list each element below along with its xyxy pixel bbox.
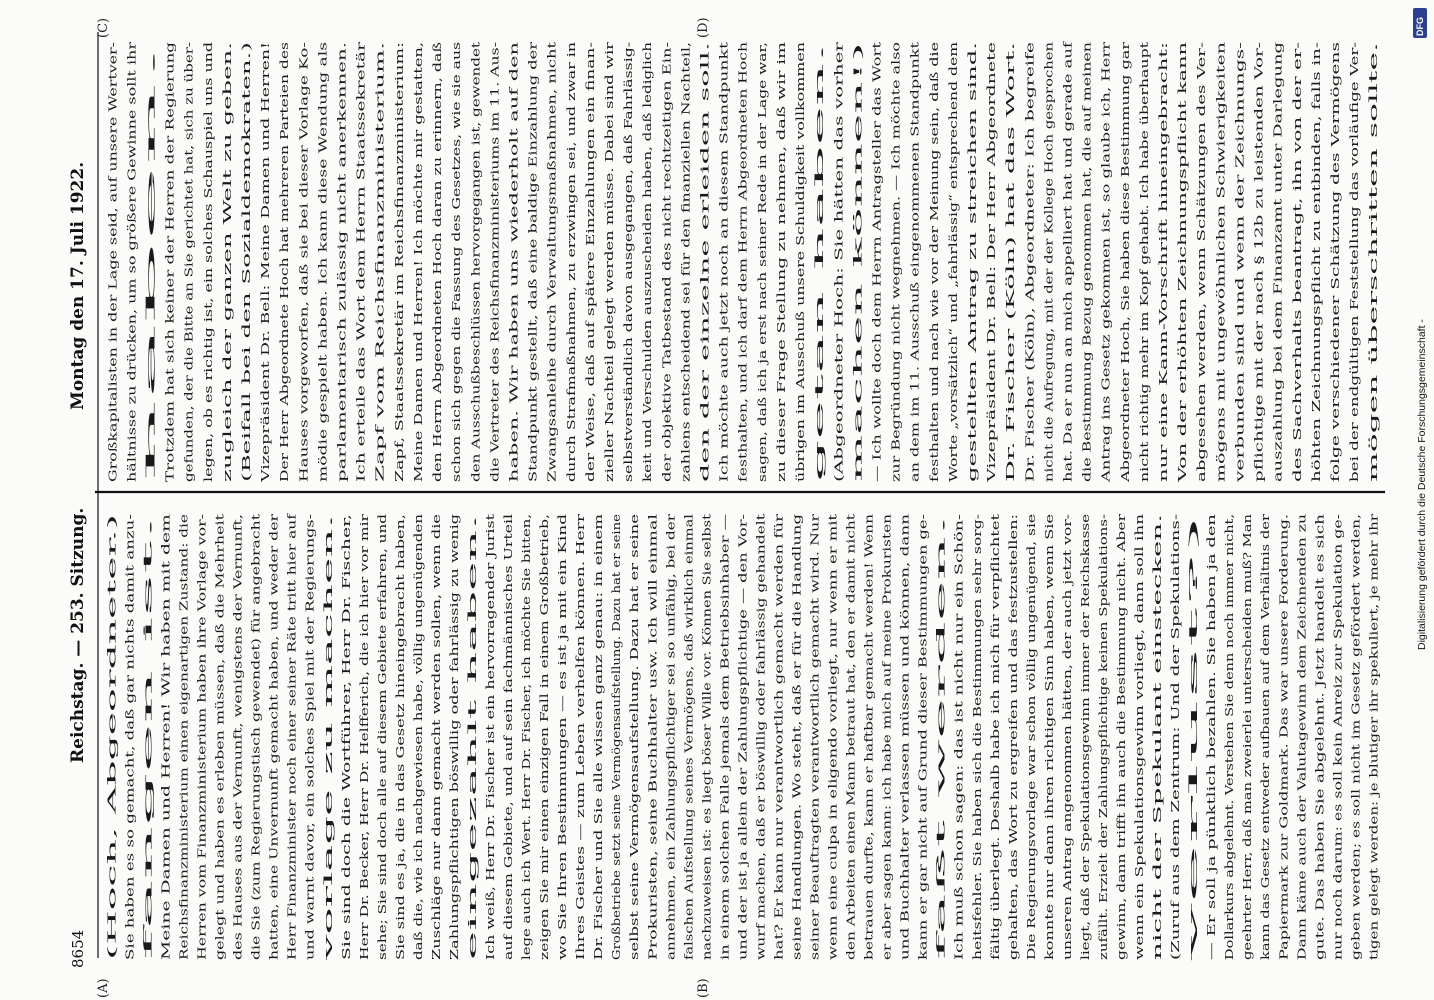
text-line: sehe; Sie sind doch alle auf diesem Gebiete erfahren, und — [374, 620, 389, 960]
text-line: mögen überschritten sollte. — [1366, 319, 1381, 482]
text-line: zeigen Sie mir einen einzigen Fall in einem Großbetrieb, — [537, 627, 552, 960]
text-line: annehmen, ein Zahlungspflichtiger sei so unfähig, bei der — [663, 619, 678, 960]
text-line: bei der endgültigen Feststellung das vorläufige Ver- — [1347, 176, 1362, 482]
text-line: den Ausschußbeschlüssen hervorgegangen ist, gewendet — [468, 144, 483, 482]
text-line: und der ist ja allein der Zahlungspflichtige — den Vor- — [735, 640, 750, 960]
text-line: fangen ist. — [140, 897, 155, 960]
text-line: daß die, wie ich nachgewiesen habe, völlig ungenügenden — [410, 616, 425, 960]
margin-letter-c: (C) — [96, 17, 111, 38]
text-line: Zahlungspflichtigen böswillig oder fahrlässig zu wenig — [446, 638, 461, 960]
text-line: pflichtige mit der nach § 12b zu leistenden Vor- — [1251, 203, 1266, 482]
text-line: Dr. Fischer (Köln), Abgeordneter: Ich begreife — [1022, 210, 1037, 482]
text-line: selbstverständlich davon ausgegangen, daß Fahrlässig- — [621, 155, 636, 482]
text-line: zu dieser Frage Stellung zu nehmen, daß wir im — [773, 198, 788, 482]
text-line: wurf machen, daß er böswillig oder fahrlässig gehandelt — [753, 626, 768, 960]
text-line: heitsfehler. Sie haben sich die Bestimmungen sehr sorg- — [969, 628, 984, 960]
credit-text: Digitalisierung gefördert durch die Deutsche Forschungsgemeinschaft - — [1416, 319, 1428, 650]
text-line: zahlens entscheidend sei für den finanziellen Nachteil, — [678, 159, 693, 482]
text-line: Herr Dr. Becker, Herr Dr. Helfferich, die ich hier vor mir — [356, 627, 371, 960]
text-line: Papiermark zur Goldmark. Das war unsere Forderung. — [1276, 638, 1291, 960]
digitization-credit — [1413, 8, 1428, 650]
text-line: Von der erhöhten Zeichnungspflicht kann — [1175, 237, 1190, 482]
text-line: wenn eine culpa in eligendo vorliegt, nur wenn er mit — [825, 643, 840, 960]
text-line: gute. Das haben Sie abgelehnt. Jetzt handelt es sich — [1312, 653, 1327, 960]
text-line: an dem im 11. Ausschuß eingenommenen Standpunkt — [907, 164, 922, 482]
text-line: Sie sind doch die Wortführer, Herr Dr. Fischer, — [338, 685, 353, 960]
text-line: der Weise, daß auf spätere Einzahlungen ein finan- — [582, 181, 597, 482]
text-line: Dann käme auch der Valutagewinn dem Zeichnenden zu — [1294, 628, 1309, 960]
text-line: verbunden sind und wenn der Zeichnungs- — [1232, 229, 1247, 482]
text-line: gestellten Antrag zu streichen sind. — [964, 271, 979, 482]
text-line: Herren vom Finanzministerium haben ihre Vorlage vor- — [194, 632, 209, 960]
text-line: tigen gelegt werden: je blutiger ihr spekuliert, je mehr ihr — [1366, 616, 1381, 960]
text-line: zieller Nachteil gelegt werden müsse. Dabei sind wir — [602, 169, 616, 482]
text-line: Zapf vom Reichsfinanzministerium. — [372, 273, 387, 482]
text-line: parlamentarisch zulässig nicht anerkennen. — [334, 223, 349, 482]
text-line: (Beifall bei den Sozialdemokraten.) — [239, 274, 254, 482]
text-line: und Buchhalter verlassen müssen und können, dann — [897, 651, 912, 960]
text-line: (Zuruf aus dem Zentrum: Und der Spekulations- — [1168, 675, 1183, 960]
text-line: den der einzelne erleiden soll. — [697, 304, 712, 482]
text-line: Sie sind es ja, die in das Gesetz hineingebracht haben, — [392, 638, 407, 960]
text-line: nicht der Spekulant einstecken. — [1150, 772, 1165, 960]
text-line: Zuschläge nur dann gemacht werden sollen, wenn die — [428, 641, 443, 960]
text-line: Dr. Fischer (Köln) hat das Wort. — [1003, 295, 1018, 482]
text-line: Herr Finanzminister noch einer seiner Räte tritt hier auf — [284, 625, 299, 960]
text-line: auszahlung bei dem Finanzamt unter Darlegung — [1270, 197, 1285, 482]
text-line: geehrter Herr, daß man zweierlei unterscheiden muß? Man — [1240, 608, 1255, 960]
text-line: konnte nur dann ihren richtigen Sinn haben, wenn Sie — [1041, 639, 1056, 960]
text-line: sagen, daß ich ja erst nach seiner Rede in der Lage war, — [754, 150, 769, 482]
text-line: festhalten, und ich darf dem Herrn Abgeordneten Hoch — [735, 154, 750, 482]
text-line: falschen Aufstellung seines Vermögens, daß wirklich einmal — [681, 606, 696, 960]
text-line: Abgeordneter Hoch, Sie haben diese Bestimmung gar — [1117, 164, 1132, 482]
text-line: Ich erteile das Wort dem Herrn Staatssekretär — [353, 207, 368, 482]
text-line: mögens mit ungewöhnlichen Schwierigkeiten — [1213, 213, 1228, 482]
text-line: Standpunkt gestellt, daß eine baldige Einzahlung der — [525, 167, 540, 482]
text-line: getan haben. — [812, 405, 827, 482]
text-line: hatten, eine Unvernunft gemacht haben, und weder der — [266, 630, 281, 960]
text-line: unseren Antrag angenommen hätten, der auch jetzt vor- — [1059, 628, 1074, 960]
text-line: des Sachverhalts beantragt, ihn von der er- — [1289, 225, 1304, 482]
text-line: — Er soll ja pünktlich bezahlen. Sie haben ja den — [1204, 671, 1219, 960]
text-line: Sie haben es so gemacht, daß gar nichts damit anzu- — [122, 648, 137, 960]
text-line: schon sich gegen die Fassung des Gesetzes, wie sie aus — [449, 154, 464, 482]
margin-letter-d: (D) — [696, 17, 711, 38]
text-line: (Hoch, Abgeordneter.) — [104, 828, 119, 960]
text-line: keit und Verschulden auszuscheiden haben, daß lediglich — [640, 144, 655, 482]
text-line: Dr. Fischer und Sie alle wissen ganz genau: in einem — [591, 648, 606, 960]
text-line: fältig überlegt. Deshalb habe ich mich für verpflichtet — [987, 642, 1002, 960]
text-line: in einem solchen Falle jemals dem Betriebsinhaber — — [717, 643, 732, 960]
text-line: nicht richtig mehr im Kopf gehabt. Ich habe überhaupt — [1136, 158, 1151, 482]
margin-letter-b: (B) — [696, 978, 711, 998]
text-line: Worte „vorsätzlich“ und „fahrlässig“ entsprechend dem — [945, 154, 960, 482]
text-line: zugleich der ganzen Welt zu geben. — [219, 272, 234, 482]
text-line: Die Regierungsvorlage war schon völlig ungenügend, sie — [1023, 624, 1038, 960]
text-line: der objektive Tatbestand des nicht rechtzeitigen Ein- — [659, 169, 674, 482]
text-line: übrigen im Ausschuß unsere Schuldigkeit vollkommen — [793, 160, 808, 482]
text-line: mödie gespielt haben. Ich kann diese Wendung als — [315, 183, 330, 482]
text-line: hältnisse zu drücken, um so größere Gewinne sollt ihr — [124, 162, 139, 482]
text-line: haben. — [143, 442, 158, 482]
text-line: geben werden; es soll nicht im Gesetz gefördert werden, — [1348, 625, 1363, 960]
text-line: Großbetriebe setzt seine Vermögensaufstellung. Dazu hat er seine — [609, 569, 624, 960]
text-line: nur eine Kann-Vorschrift hineingebracht: — [1156, 240, 1171, 482]
text-line: die Bestimmung Bezug genommen hat, die auf meinen — [1079, 160, 1094, 482]
text-line: gefunden, der die Bitte an Sie gerichtet hat, sich zu über- — [181, 142, 196, 482]
text-line: höhten Zeichnungspflicht zu entbinden, falls in- — [1308, 200, 1323, 482]
page-number: 8654 — [69, 929, 87, 968]
rotated-page — [68, 17, 1380, 998]
text-line: zufällt. Erzielt der Zahlungspflichtige keinen Spekulations- — [1095, 612, 1110, 960]
text-line: Meine Damen und Herren! Wir haben mit dem — [158, 684, 173, 960]
text-line: Ich weiß, Herr Dr. Fischer ist ein hervorragender Jurist — [483, 633, 498, 960]
text-line: hat. Da er nun an mich appelliert hat und gerade auf — [1060, 170, 1075, 482]
text-line: lege auch ich Wert. Herr Dr. Fischer, ich möchte Sie bitten, — [519, 610, 534, 960]
text-line: zur Begründung nicht wegnehmen. — Ich möchte also — [888, 162, 903, 482]
text-line: abgesehen werden, wenn Schätzungen des Ver- — [1194, 200, 1209, 482]
text-line: faßt werden. — [933, 884, 948, 960]
text-line: Ihres Geistes — zum Leben verhelfen können. Herr — [573, 657, 588, 960]
text-line: Antrag ins Gesetz gekommen ist, so glaube ich, Herr — [1098, 170, 1113, 482]
text-line: durch Strafmaßnahmen, zu erzwingen sei, und zwar in — [563, 158, 578, 482]
text-line: Reichsfinanzministerium einen eigenartigen Zustand: die — [176, 622, 191, 960]
text-line: liegt, daß der Spekulationsgewinn immer der Reichskasse — [1077, 617, 1092, 960]
text-line: gelegt und haben es erleben müssen, daß die Mehrheit — [212, 634, 227, 960]
text-line: gewinn, dann trifft ihn auch die Bestimmung nicht. Aber — [1114, 627, 1128, 960]
text-line: wo Sie Ihren Bestimmungen — es ist ja mit ein Kind — [555, 653, 570, 960]
text-line: Großkapitalisten in der Lage seid, auf unsere Wertver- — [105, 160, 120, 482]
text-line: nachzuweisen ist: es liegt böser Wille vor. Können Sie selbst — [699, 605, 714, 960]
text-line: kann er gar nicht auf Grund dieser Bestimmungen ge- — [915, 640, 930, 960]
text-line: seine Handlungen. Wo steht, daß er für die Handlung — [789, 644, 804, 960]
right-text-column — [105, 41, 1380, 484]
text-line: folge verschiedener Schätzung des Vermögens — [1327, 206, 1342, 482]
left-running-head: Reichstag. — 253. Sitzung. — [68, 507, 88, 763]
text-line: Vizepräsident Dr. Bell: Meine Damen und Herren! — [258, 187, 273, 482]
margin-letter-a: (A) — [96, 978, 111, 998]
text-line: er aber sagen kann: ich habe mich auf meine Prokuristen — [879, 621, 894, 960]
text-line: gehalten, das Wort zu ergreifen und das festzustellen: — [1005, 641, 1020, 960]
text-line: eingezahlt haben. — [464, 855, 479, 960]
text-line: und warnt davor, ein solches Spiel mit der Regierungs- — [302, 636, 317, 960]
text-line: seiner Beauftragten verantwortlich gemacht wird. Nur — [807, 636, 822, 960]
text-line: Dollarkurs abgelehnt. Verstehen Sie denn noch immer nicht, — [1222, 602, 1237, 960]
text-line: Zwangsanleihe durch Verwaltungsmaßnahmen, nicht — [544, 168, 559, 482]
text-line: Hauses vorgeworfen, daß sie bei dieser Vorlage Ko- — [296, 177, 311, 482]
text-line: betrauen durfte, kann er haftbar gemacht werden! Wenn — [861, 624, 876, 960]
right-running-head: Montag den 17. Juli 1922. — [68, 161, 88, 410]
text-line: die Vertreter des Reichsfinanzministeriums im 11. Aus- — [487, 157, 502, 482]
text-line: Prokuristen, seine Buchhalter usw. Ich will einmal — [645, 664, 660, 960]
text-line: legen, ob es richtig ist, ein solches Schauspiel uns und — [200, 160, 215, 482]
text-line: kann das Gesetz entweder aufbauen auf dem Verhältnis der — [1258, 607, 1273, 960]
text-line: (Abgeordneter Hoch: Sie hätten das vorher — [831, 226, 846, 482]
text-line: wenn ein Spekulationsgewinn vorliegt, dann soll ihn — [1132, 651, 1147, 960]
text-line: nicht die Aufregung, mit der der Kollege Hoch gesprochen — [1041, 136, 1056, 482]
text-line: Ich muß schon sagen: das ist nicht nur ein Schön- — [951, 666, 966, 960]
text-line: Meine Damen und Herren! Ich möchte mir gestatten, — [410, 167, 425, 482]
text-line: nur noch darum: es soll kein Anreiz zur Spekulation ge- — [1330, 631, 1345, 960]
text-line: vorlage zu machen. — [320, 845, 335, 960]
text-line: machen können!) — [850, 379, 865, 482]
text-line: festhalten und nach wie vor der Meinung sein, daß die — [926, 159, 941, 482]
text-line: Vizepräsident Dr. Bell: Der Herr Abgeordnete — [984, 213, 999, 482]
text-line: Trotzdem hat sich keiner der Herren der Regierung — [162, 176, 177, 482]
text-line: Ich möchte auch jetzt noch an diesem Standpunkt — [716, 186, 731, 482]
text-line: den Herrn Abgeordneten Hoch daran zu erinnern, daß — [430, 160, 445, 482]
text-line: Der Herr Abgeordnete Hoch hat mehreren Parteien des — [277, 153, 292, 482]
text-line: auf diesem Gebiete, und auf sein fachmännisches Urteil — [501, 630, 516, 960]
text-line: haben. Wir haben uns wiederholt auf den — [506, 238, 521, 482]
text-line: des Hauses aus der Vernunft, wenigstens der Vernunft, — [230, 634, 245, 960]
text-line: die Sie (zum Regierungstisch gewendet) für angebracht — [248, 630, 263, 960]
text-line: selbst seine Vermögensaufstellung. Dazu hat er seine — [627, 645, 642, 960]
text-line: Zapf, Staatssekretär im Reichsfinanzministerium: — [391, 190, 406, 482]
dfg-badge-label: DFG — [1415, 17, 1425, 36]
text-line: verlust?) — [1186, 908, 1201, 960]
text-line: den Arbeiten einen Mann betraut hat, den er damit nicht — [843, 624, 858, 960]
text-line: hat? Er kann nur verantwortlich gemacht werden für — [771, 646, 786, 960]
left-text-column — [104, 513, 1380, 969]
text-line: — Ich wollte doch dem Herrn Antragsteller das Wort — [869, 171, 884, 482]
